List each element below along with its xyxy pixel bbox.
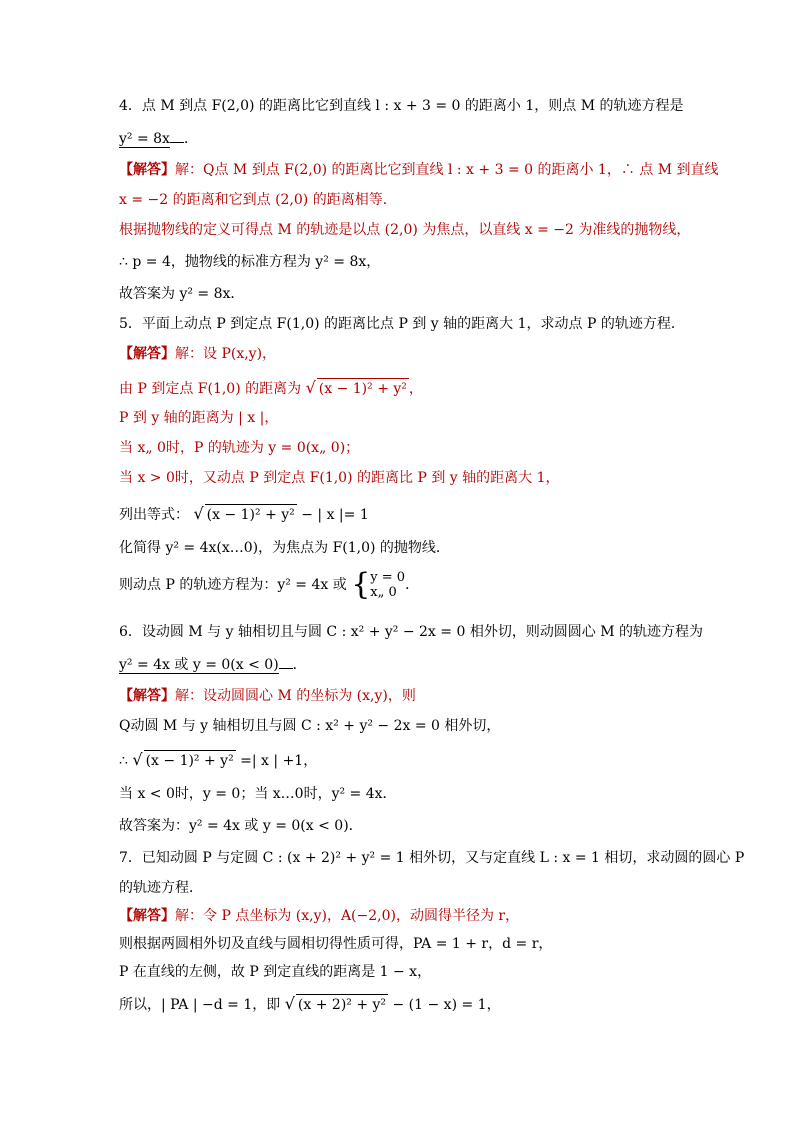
q5-solution-line-6 bbox=[119, 504, 369, 525]
q4-solution-line-4 bbox=[119, 252, 380, 272]
q5-solution-line-5 bbox=[119, 468, 560, 488]
q6-solution-text-4: 当 x < 0时，y = 0；当 x…0时，y² = 4x． bbox=[119, 786, 397, 802]
q7-solution-text-2: 则根据两圆相外切及直线与圆相切得性质可得，PA = 1 + r，d = r， bbox=[119, 936, 553, 952]
q6-solution-line-4 bbox=[119, 784, 397, 804]
q4-solution-line-3 bbox=[119, 220, 690, 240]
q4-solution-line-5 bbox=[119, 284, 244, 304]
q6-stem-text: 6．设动圆 M 与 y 轴相切且与圆 C : x² + y² − 2x = 0 相外切，则动圆圆心 M 的轨迹方程为 bbox=[119, 624, 704, 640]
q5-solution-line-1 bbox=[119, 344, 276, 364]
q5-solution-text-3: P 到 y 轴的距离为 | x |， bbox=[119, 410, 279, 426]
q4-solution-text-2: x = −2 的距离和它到点 (2,0) 的距离相等． bbox=[119, 192, 397, 208]
q6-answer-line bbox=[119, 654, 307, 675]
q5-solution-text-2-end: ， bbox=[408, 381, 423, 397]
q7-solution-text-1: 解：令 P 点坐标为 (x,y)，A(−2,0)，动圆得半径为 r， bbox=[175, 908, 520, 924]
q6-solution-line-1 bbox=[119, 686, 416, 706]
q5-solution-text-2: 由 P 到定点 F(1,0) 的距离为 bbox=[119, 381, 302, 397]
q6-radicand: (x − 1)² + y² bbox=[144, 750, 236, 771]
q5-solution-line-4 bbox=[119, 438, 359, 458]
q7-stem-line-1 bbox=[119, 848, 744, 868]
answer-blank bbox=[170, 128, 184, 143]
q5-system-bottom: x„ 0 bbox=[370, 585, 397, 600]
q5-stem-line bbox=[119, 314, 685, 334]
q6-solution-text-1: 解：设动圆圆心 M 的坐标为 (x,y)，则 bbox=[175, 688, 416, 704]
q6-solution-text-5: 故答案为：y² = 4x 或 y = 0(x < 0)． bbox=[119, 818, 363, 834]
q6-solution-line-5 bbox=[119, 816, 363, 836]
q5-solution-text-7: 化简得 y² = 4x(x…0)，为焦点为 F(1,0) 的抛物线． bbox=[119, 540, 450, 556]
answer-blank bbox=[279, 654, 293, 669]
q4-solution-tag: 【解答】 bbox=[119, 162, 175, 178]
q7-stem-text-2: 的轨迹方程． bbox=[119, 880, 203, 896]
sqrt-sign: √ bbox=[132, 750, 143, 769]
q7-stem-text-1: 7．已知动圆 P 与定圆 C : (x + 2)² + y² = 1 相外切，又与定直线 L : x = 1 相切，求动圆的圆心 P bbox=[119, 850, 745, 866]
q5-solution-line-2 bbox=[119, 378, 423, 399]
q7-solution-line-1 bbox=[119, 906, 519, 926]
sqrt-sign: √ bbox=[305, 378, 316, 397]
q5-solution-line-8 bbox=[119, 568, 419, 602]
q5-solution-text-6-end: − | x |= 1 bbox=[296, 507, 369, 523]
q5-solution-text-8-end: ． bbox=[405, 577, 420, 593]
q6-solution-line-2 bbox=[119, 716, 500, 736]
q6-solution-text-3-end: =| x | +1， bbox=[235, 753, 318, 769]
q7-solution-text-4: 所以，| PA | −d = 1，即 bbox=[119, 997, 281, 1013]
q4-solution-line-2 bbox=[119, 190, 397, 210]
q6-solution-text-3: ∴ bbox=[119, 753, 128, 769]
q6-solution-line-3 bbox=[119, 750, 317, 771]
q4-answer: y² = 8x bbox=[119, 131, 170, 147]
q5-solution-text-8: 则动点 P 的轨迹方程为：y² = 4x 或 bbox=[119, 577, 347, 593]
q4-stem-line bbox=[119, 96, 684, 116]
q5-solution-text-6: 列出等式： bbox=[119, 507, 189, 523]
q6-stem-line bbox=[119, 622, 703, 642]
sqrt-sign: √ bbox=[193, 504, 204, 523]
q5-system-top: y = 0 bbox=[370, 570, 406, 585]
q6-solution-text-2: Q动圆 M 与 y 轴相切且与圆 C : x² + y² − 2x = 0 相外切， bbox=[119, 718, 501, 734]
q7-stem-line-2 bbox=[119, 878, 203, 898]
q4-solution-text-4: ∴ p = 4，抛物线的标准方程为 y² = 8x， bbox=[119, 254, 381, 270]
q6-stem-end: ． bbox=[292, 657, 307, 673]
q7-solution-text-3: P 在直线的左侧，故 P 到定直线的距离是 1 − x， bbox=[119, 964, 432, 980]
q7-solution-text-4-end: − (1 − x) = 1， bbox=[388, 997, 501, 1013]
q6-solution-tag: 【解答】 bbox=[119, 688, 175, 704]
q4-solution-text-3: 根据抛物线的定义可得点 M 的轨迹是以点 (2,0) 为焦点，以直线 x = −2 为准线的抛物线， bbox=[119, 222, 691, 238]
q4-stem-end: ． bbox=[183, 131, 198, 147]
q5-solution-tag: 【解答】 bbox=[119, 346, 175, 362]
q4-solution-text-1: 解：Q点 M 到点 F(2,0) 的距离比它到直线 l : x + 3 = 0 的距离小 1，∴ 点 M 到直线 bbox=[175, 162, 719, 178]
q4-solution-text-5: 故答案为 y² = 8x． bbox=[119, 286, 245, 302]
brace-symbol: { bbox=[351, 567, 371, 602]
q7-solution-line-4 bbox=[119, 994, 501, 1015]
q6-answer: y² = 4x 或 y = 0(x < 0) bbox=[119, 657, 279, 673]
q5-stem-text: 5．平面上动点 P 到定点 F(1,0) 的距离比点 P 到 y 轴的距离大 1，求动点 P 的轨迹方程． bbox=[119, 316, 685, 332]
q5-solution-text-4: 当 x„ 0时，P 的轨迹为 y = 0(x„ 0)； bbox=[119, 440, 360, 456]
q5-system bbox=[370, 570, 405, 600]
q5-radicand-1: (x − 1)² + y² bbox=[317, 378, 409, 399]
q5-solution-text-5: 当 x > 0时，又动点 P 到定点 F(1,0) 的距离比 P 到 y 轴的距离大 1， bbox=[119, 470, 560, 486]
sqrt-sign: √ bbox=[284, 994, 295, 1013]
q7-solution-line-3 bbox=[119, 962, 431, 982]
q4-solution-line-1 bbox=[119, 160, 719, 180]
q5-solution-line-7 bbox=[119, 538, 450, 558]
q7-solution-tag: 【解答】 bbox=[119, 908, 175, 924]
q5-radicand-2: (x − 1)² + y² bbox=[205, 504, 297, 525]
q4-stem-text: 4．点 M 到点 F(2,0) 的距离比它到直线 l : x + 3 = 0 的距离小 1，则点 M 的轨迹方程是 bbox=[119, 98, 684, 114]
q7-radicand: (x + 2)² + y² bbox=[296, 994, 388, 1015]
q7-solution-line-2 bbox=[119, 934, 552, 954]
q5-solution-line-3 bbox=[119, 408, 278, 428]
q5-solution-text-1: 解：设 P(x,y)， bbox=[175, 346, 277, 362]
q4-answer-line bbox=[119, 128, 198, 149]
